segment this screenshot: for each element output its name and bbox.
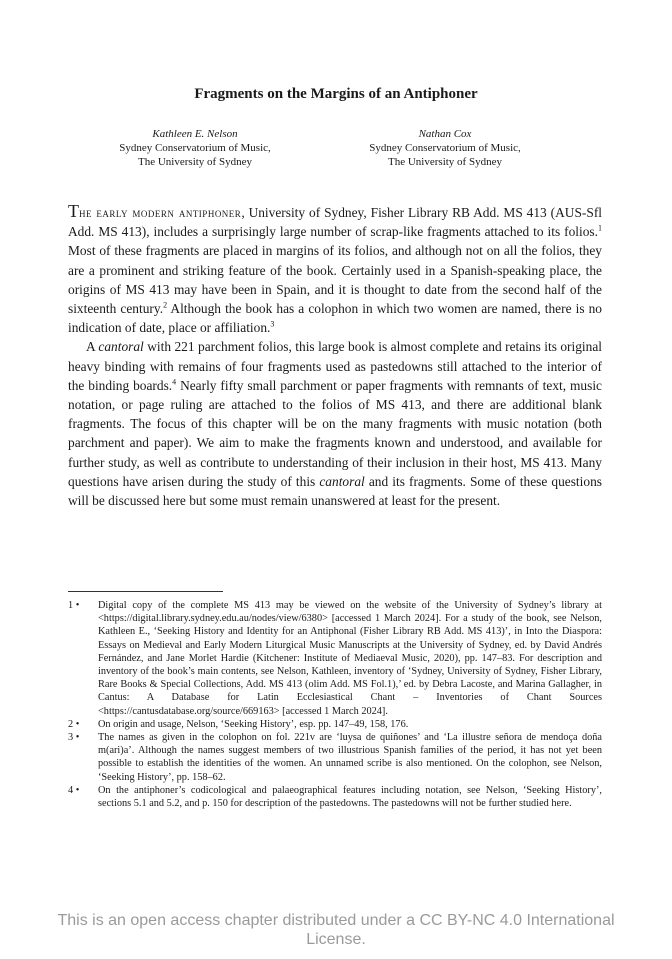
text-run: Although the book has a colophon in which two women are named, there is no indication of date, place or affiliation. (68, 301, 602, 336)
footnote-number: 3 • (68, 732, 80, 744)
paragraph (68, 202, 602, 337)
footnote-ref[interactable]: 2 (163, 300, 168, 310)
footnote-ref[interactable]: 3 (270, 319, 275, 329)
footnote-text: On the antiphoner’s codicological and palaeographical features including notation, see Nelson, ‘Seeking History’, sections 5.1 and 5.2, and p. 150 for description of the pastedowns. The pastedowns will not be further studied here. (98, 784, 602, 810)
footnote-text: The names as given in the colophon on fol. 221v are ‘luysa de quiñones’ and ‘La illustre señora de mendoça doña m(ari)a’. Although the names suggest members of two illustrious Spanish families of the period, it has not yet been possible to establish the identities of the women. An unnamed scribe is also mentioned. On the colophon, see Nelson, ‘Seeking History’, pp. 158–62. (98, 732, 602, 783)
footnote-text: Digital copy of the complete MS 413 may be viewed on the website of the University of Sydney’s library at <https://digital.library.sydney.edu.au/nodes/view/6380> [accessed 1 March 2024]. For a study of the book, see Nelson, Kathleen E., ‘Seeking History and Identity for an Antiphonal (Fisher Library RB Add. MS 413)’, in Into the Diaspora: Essays on Medieval and Early Modern Liturgical Music Manuscripts at the University of Sydney, ed. by David Andrés Fernández, and Jane Morlet Hardie (Kitchener: Institute of Mediaeval Music, 2020), pp. 147–83. For description and inventory of the book’s main contents, see Nelson, Kathleen, inventory of ‘Sydney, University of Sydney, Fisher Library, Rare Books & Special Collections, Add. MS 413 (olim Add. MS Fol.1),’ ed. by Debra Lacoste, and Marina Gallagher, in Cantus: A Database for Latin Ecclesiastical Chant – Inventories of Chant Sources <https://cantusdatabase.org/source/669163> [accessed 1 March 2024]. (98, 600, 602, 717)
footnote-number: 2 • (68, 718, 80, 730)
author-block (325, 127, 565, 169)
chapter-title: Fragments on the Margins of an Antiphoner (194, 86, 478, 102)
emphasis: cantoral (319, 473, 365, 489)
license-notice: This is an open access chapter distributed under a CC BY-NC 4.0 International License. (57, 912, 615, 948)
text-run: with 221 parchment folios, this large book is almost complete and retains its original heavy binding with remains of four fragments used as pastedowns still attached to the interior of the binding boards. (68, 339, 603, 393)
footnotes (68, 599, 602, 810)
footnote (68, 718, 602, 731)
footnote-text: On origin and usage, Nelson, ‘Seeking History’, esp. pp. 147–49, 158, 176. (98, 718, 409, 730)
paragraph (68, 337, 602, 510)
author-affiliation: Sydney Conservatorium of Music, (119, 142, 271, 154)
footnote (68, 784, 602, 810)
drop-cap: T (68, 201, 79, 221)
author-name: Nathan Cox (418, 128, 472, 140)
text-run: and its fragments. Some of these questions will be discussed here but some must remain unanswered at least for the present. (68, 473, 602, 509)
footnote-number: 4 • (68, 784, 80, 796)
text-run: A (86, 339, 99, 355)
text-run: , University of Sydney, Fisher Library RB Add. MS 413 (AUS-Sfl Add. MS 413), includes a surprisingly large number of scrap-like fragments attached to its folios. (68, 205, 602, 240)
footnote-ref[interactable]: 4 (172, 377, 177, 387)
emphasis: cantoral (98, 339, 144, 355)
footnote-number: 1 • (68, 600, 80, 611)
author-name: Kathleen E. Nelson (152, 128, 238, 140)
author-affiliation: The University of Sydney (138, 156, 252, 168)
footnote-rule (68, 591, 223, 592)
text-run: Nearly fifty small parchment or paper fragments with remnants of text, music notation, or page ruling are attached to the folios of MS 413, and there are additional blank fragments. The focus of this chapter will be on the many fragments with music notation (both parchment and paper). We aim to make the fragments known and understood, and available for further study, as well as contribute to understanding of their inclusion in their host, MS 413. Many questions have arisen during the study of this (68, 377, 602, 489)
small-caps-opening: he early modern antiphoner (79, 205, 242, 220)
text-run: Most of these fragments are placed in margins of its folios, and although not on all the folios, they are a prominent and striking feature of the book. Certainly used in a Spanish-speaking place, the origins of MS 413 may have been in Spain, and it is thought to date from the second half of the sixteenth century. (68, 243, 602, 317)
footnote (68, 599, 602, 718)
author-block (75, 127, 315, 169)
author-affiliation: Sydney Conservatorium of Music, (369, 142, 521, 154)
author-affiliation: The University of Sydney (388, 156, 502, 168)
footnote-ref[interactable]: 1 (598, 223, 602, 233)
body-text (68, 202, 602, 510)
footnote (68, 731, 602, 784)
